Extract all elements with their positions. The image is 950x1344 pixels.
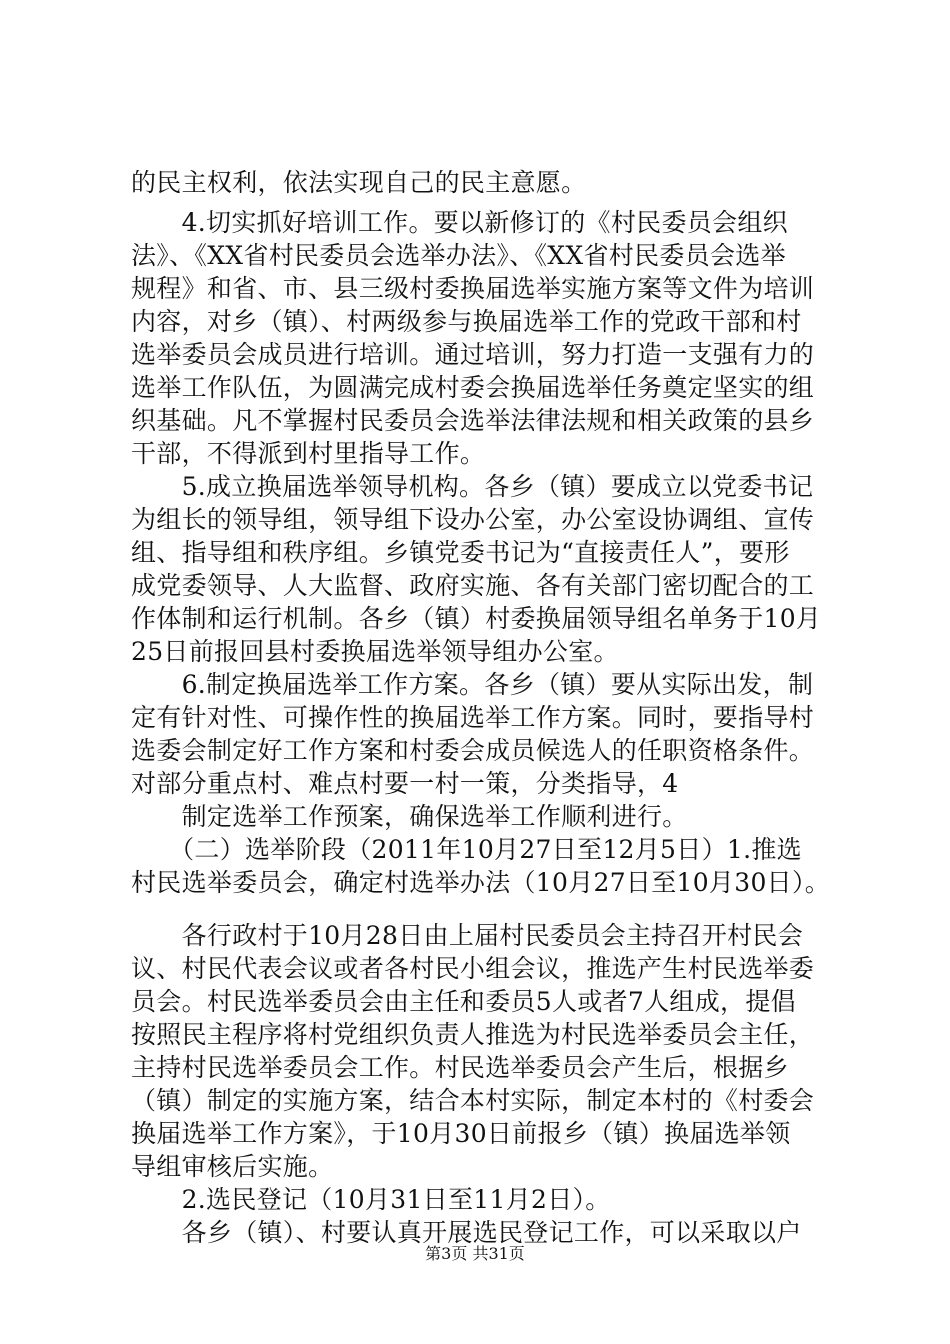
text-line: 各乡（镇）、村要认真开展选民登记工作，可以采取以户 [131,1218,802,1247]
text-line: 作体制和运行机制。各乡（镇）村委换届领导组名单务于10月 [131,604,822,633]
text-line: 各行政村于10月28日由上届村民委员会主持召开村民会 [131,921,804,950]
text-line: 内容，对乡（镇）、村两级参与换届选举工作的党政干部和村 [131,307,802,336]
text-line: 成党委领导、人大监督、政府实施、各有关部门密切配合的工 [131,571,815,600]
text-line: 选举工作队伍，为圆满完成村委会换届选举任务奠定坚实的组 [131,373,815,402]
text-line: 组、指导组和秩序组。乡镇党委书记为“直接责任人”，要形 [131,538,790,567]
text-line: 干部，不得派到村里指导工作。 [131,439,486,468]
text-line: 选举委员会成员进行培训。通过培训，努力打造一支强有力的 [131,340,815,369]
text-line: 议、村民代表会议或者各村民小组会议，推选产生村民选举委 [131,954,815,983]
text-line: 为组长的领导组，领导组下设办公室，办公室设协调组、宣传 [131,505,815,534]
text-line: 2.选民登记（10月31日至11月2日）。 [131,1185,611,1214]
text-line: 换届选举工作方案》，于10月30日前报乡（镇）换届选举领 [131,1119,791,1148]
text-line: （二）选举阶段（2011年10月27日至12月5日）1.推选 [131,835,802,864]
text-line: 4.切实抓好培训工作。要以新修订的《村民委员会组织 [131,208,788,237]
text-line: 对部分重点村、难点村要一村一策，分类指导，4 [131,769,679,798]
text-line: 村民选举委员会，确定村选举办法（10月27日至10月30日）。 [131,868,831,897]
text-line: 按照民主程序将村党组织负责人推选为村民选举委员会主任， [131,1020,815,1049]
text-line: 选委会制定好工作方案和村委会成员候选人的任职资格条件。 [131,736,815,765]
page-number-footer: 第3页 共31页 [425,1244,525,1263]
text-line: 25日前报回县村委换届选举领导组办公室。 [131,637,619,666]
text-line: 导组审核后实施。 [131,1152,334,1181]
text-line: 规程》和省、市、县三级村委换届选举实施方案等文件为培训 [131,274,815,303]
text-line: 制定选举工作预案，确保选举工作顺利进行。 [131,802,688,831]
text-line: 织基础。凡不掌握村民委员会选举法律法规和相关政策的县乡 [131,406,815,435]
text-line: 法》、《XX省村民委员会选举办法》、《XX省村民委员会选举 [131,241,786,270]
text-line: 主持村民选举委员会工作。村民选举委员会产生后，根据乡 [131,1053,789,1082]
text-line: 员会。村民选举委员会由主任和委员5人或者7人组成，提倡 [131,987,796,1016]
text-line: （镇）制定的实施方案，结合本村实际，制定本村的《村委会 [131,1086,815,1115]
text-line: 的民主权利，依法实现自己的民主意愿。 [131,168,587,197]
text-line: 5.成立换届选举领导机构。各乡（镇）要成立以党委书记 [131,472,814,501]
text-line: 定有针对性、可操作性的换届选举工作方案。同时，要指导村 [131,703,815,732]
text-line: 6.制定换届选举工作方案。各乡（镇）要从实际出发，制 [131,670,814,699]
